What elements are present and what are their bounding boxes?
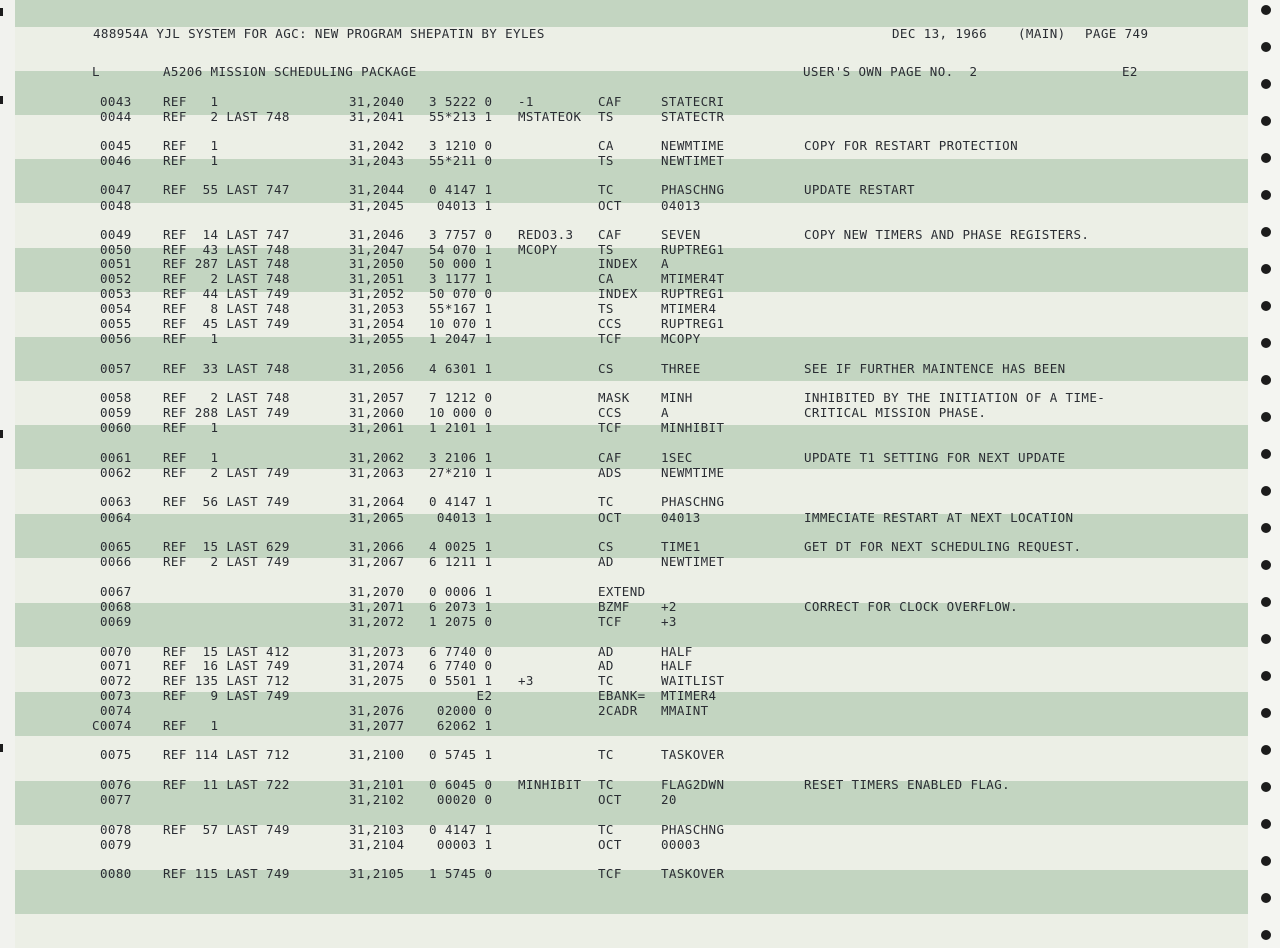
green-bar: [15, 603, 1248, 647]
operand: STATECRI: [661, 94, 725, 109]
line-number: 0077: [100, 792, 132, 807]
reference: REF 2 LAST 748: [163, 109, 290, 124]
octal-word: E2: [429, 688, 493, 703]
opcode: TCF: [598, 614, 622, 629]
octal-word: 3 5222 0: [429, 94, 493, 109]
line-number: 0074: [100, 703, 132, 718]
operand: TASKOVER: [661, 866, 725, 881]
opcode: TC: [598, 747, 614, 762]
octal-word: 10 000 0: [429, 405, 493, 420]
octal-word: 10 070 1: [429, 316, 493, 331]
opcode: TS: [598, 153, 614, 168]
line-number: 0045: [100, 138, 132, 153]
line-number: 0049: [100, 227, 132, 242]
octal-word: 6 2073 1: [429, 599, 493, 614]
line-number: 0047: [100, 182, 132, 197]
operand: HALF: [661, 644, 693, 659]
address: 31,2053: [349, 301, 405, 316]
sprocket-hole: [1261, 486, 1271, 496]
binding-mark: [0, 8, 3, 16]
address: 31,2102: [349, 792, 405, 807]
line-number: 0060: [100, 420, 132, 435]
line-number: 0053: [100, 286, 132, 301]
address: 31,2100: [349, 747, 405, 762]
line-number: 0068: [100, 599, 132, 614]
operand: MCOPY: [661, 331, 701, 346]
opcode: TCF: [598, 420, 622, 435]
reference: REF 45 LAST 749: [163, 316, 290, 331]
address: 31,2065: [349, 510, 405, 525]
reference: REF 11 LAST 722: [163, 777, 290, 792]
comment: GET DT FOR NEXT SCHEDULING REQUEST.: [804, 539, 1082, 554]
octal-word: 4 6301 1: [429, 361, 493, 376]
sprocket-hole: [1261, 116, 1271, 126]
octal-word: 0 4147 1: [429, 494, 493, 509]
comment: IMMECIATE RESTART AT NEXT LOCATION: [804, 510, 1074, 525]
users-page-number: USER'S OWN PAGE NO. 2: [803, 64, 978, 79]
opcode: AD: [598, 644, 614, 659]
address: 31,2061: [349, 420, 405, 435]
symbol-label: MCOPY: [518, 242, 558, 257]
opcode: TC: [598, 673, 614, 688]
address: 31,2043: [349, 153, 405, 168]
operand: NEWTIMET: [661, 153, 725, 168]
opcode: INDEX: [598, 286, 638, 301]
sprocket-hole: [1261, 856, 1271, 866]
octal-word: 0 5501 1: [429, 673, 493, 688]
octal-word: 7 1212 0: [429, 390, 493, 405]
reference: REF 135 LAST 712: [163, 673, 290, 688]
opcode: OCT: [598, 198, 622, 213]
operand: RUPTREG1: [661, 286, 725, 301]
sprocket-hole: [1261, 190, 1271, 200]
opcode: CA: [598, 271, 614, 286]
sprocket-hole: [1261, 634, 1271, 644]
octal-word: 02000 0: [429, 703, 493, 718]
sprocket-hole: [1261, 5, 1271, 15]
line-number: 0043: [100, 94, 132, 109]
opcode: OCT: [598, 837, 622, 852]
address: 31,2104: [349, 837, 405, 852]
opcode: TC: [598, 494, 614, 509]
octal-word: 0 0006 1: [429, 584, 493, 599]
octal-word: 00020 0: [429, 792, 493, 807]
reference: REF 2 LAST 749: [163, 465, 290, 480]
sprocket-hole: [1261, 301, 1271, 311]
reference: REF 1: [163, 94, 219, 109]
address: 31,2056: [349, 361, 405, 376]
octal-word: 55*213 1: [429, 109, 493, 124]
address: 31,2105: [349, 866, 405, 881]
octal-word: 4 0025 1: [429, 539, 493, 554]
address: 31,2077: [349, 718, 405, 733]
operand: WAITLIST: [661, 673, 725, 688]
address: 31,2051: [349, 271, 405, 286]
operand: PHASCHNG: [661, 494, 725, 509]
address: 31,2064: [349, 494, 405, 509]
opcode: TS: [598, 109, 614, 124]
operand: MTIMER4: [661, 301, 717, 316]
tractor-feed-strip: [1248, 0, 1280, 948]
octal-word: 00003 1: [429, 837, 493, 852]
octal-word: 1 2075 0: [429, 614, 493, 629]
line-number: 0059: [100, 405, 132, 420]
comment: INHIBITED BY THE INITIATION OF A TIME-: [804, 390, 1106, 405]
operand: SEVEN: [661, 227, 701, 242]
symbol-label: REDO3.3: [518, 227, 574, 242]
sprocket-hole: [1261, 523, 1271, 533]
print-date: DEC 13, 1966: [892, 26, 988, 41]
octal-word: 54 070 1: [429, 242, 493, 257]
opcode: INDEX: [598, 256, 638, 271]
address: 31,2076: [349, 703, 405, 718]
operand: MTIMER4T: [661, 271, 725, 286]
comment: CORRECT FOR CLOCK OVERFLOW.: [804, 599, 1018, 614]
opcode: CCS: [598, 316, 622, 331]
reference: REF 15 LAST 412: [163, 644, 290, 659]
reference: REF 55 LAST 747: [163, 182, 290, 197]
reference: REF 16 LAST 749: [163, 658, 290, 673]
octal-word: 0 4147 1: [429, 822, 493, 837]
address: 31,2071: [349, 599, 405, 614]
sprocket-hole: [1261, 819, 1271, 829]
line-number: 0058: [100, 390, 132, 405]
operand: THREE: [661, 361, 701, 376]
opcode: TCF: [598, 331, 622, 346]
line-number: 0063: [100, 494, 132, 509]
sprocket-hole: [1261, 412, 1271, 422]
octal-word: 0 6045 0: [429, 777, 493, 792]
symbol-label: +3: [518, 673, 534, 688]
opcode: TS: [598, 301, 614, 316]
sprocket-hole: [1261, 449, 1271, 459]
address: 31,2067: [349, 554, 405, 569]
operand: +2: [661, 599, 677, 614]
opcode: CAF: [598, 94, 622, 109]
operand: TIME1: [661, 539, 701, 554]
opcode: AD: [598, 658, 614, 673]
octal-word: 55*211 0: [429, 153, 493, 168]
reference: REF 15 LAST 629: [163, 539, 290, 554]
sprocket-hole: [1261, 264, 1271, 274]
log-mark: L: [92, 64, 100, 79]
sprocket-hole: [1261, 79, 1271, 89]
operand: RUPTREG1: [661, 316, 725, 331]
job-title: 488954A YJL SYSTEM FOR AGC: NEW PROGRAM SHEPATIN BY EYLES: [93, 26, 545, 41]
opcode: CAF: [598, 450, 622, 465]
octal-word: 3 1210 0: [429, 138, 493, 153]
opcode: OCT: [598, 792, 622, 807]
sprocket-hole: [1261, 708, 1271, 718]
operand: STATECTR: [661, 109, 725, 124]
reference: REF 1: [163, 331, 219, 346]
line-number: 0048: [100, 198, 132, 213]
operand: NEWMTIME: [661, 138, 725, 153]
reference: REF 2 LAST 749: [163, 554, 290, 569]
address: 31,2060: [349, 405, 405, 420]
sprocket-hole: [1261, 153, 1271, 163]
operand: PHASCHNG: [661, 822, 725, 837]
octal-word: 50 070 0: [429, 286, 493, 301]
reference: REF 43 LAST 748: [163, 242, 290, 257]
section-title: A5206 MISSION SCHEDULING PACKAGE: [163, 64, 417, 79]
reference: REF 1: [163, 718, 219, 733]
sprocket-hole: [1261, 782, 1271, 792]
octal-word: 62062 1: [429, 718, 493, 733]
opcode: CAF: [598, 227, 622, 242]
line-number: 0080: [100, 866, 132, 881]
line-number: 0055: [100, 316, 132, 331]
operand: A: [661, 405, 669, 420]
sprocket-hole: [1261, 893, 1271, 903]
address: 31,2075: [349, 673, 405, 688]
octal-word: 6 7740 0: [429, 658, 493, 673]
line-number: 0079: [100, 837, 132, 852]
binding-mark: [0, 744, 3, 752]
comment: COPY NEW TIMERS AND PHASE REGISTERS.: [804, 227, 1090, 242]
ebank-code: E2: [1122, 64, 1138, 79]
operand: TASKOVER: [661, 747, 725, 762]
line-number: C0074: [92, 718, 132, 733]
comment: COPY FOR RESTART PROTECTION: [804, 138, 1018, 153]
address: 31,2074: [349, 658, 405, 673]
operand: MMAINT: [661, 703, 709, 718]
address: 31,2103: [349, 822, 405, 837]
reference: REF 2 LAST 748: [163, 390, 290, 405]
binding-mark: [0, 430, 3, 438]
reference: REF 288 LAST 749: [163, 405, 290, 420]
sprocket-hole: [1261, 375, 1271, 385]
reference: REF 14 LAST 747: [163, 227, 290, 242]
octal-word: 27*210 1: [429, 465, 493, 480]
octal-word: 3 1177 1: [429, 271, 493, 286]
address: 31,2044: [349, 182, 405, 197]
operand: 20: [661, 792, 677, 807]
octal-word: 3 2106 1: [429, 450, 493, 465]
sprocket-hole: [1261, 338, 1271, 348]
sprocket-hole: [1261, 42, 1271, 52]
line-number: 0075: [100, 747, 132, 762]
opcode: MASK: [598, 390, 630, 405]
line-number: 0061: [100, 450, 132, 465]
reference: REF 8 LAST 748: [163, 301, 290, 316]
address: 31,2055: [349, 331, 405, 346]
operand: A: [661, 256, 669, 271]
line-number: 0076: [100, 777, 132, 792]
operand: MINH: [661, 390, 693, 405]
line-number: 0069: [100, 614, 132, 629]
line-number: 0064: [100, 510, 132, 525]
operand: NEWTIMET: [661, 554, 725, 569]
line-number: 0078: [100, 822, 132, 837]
line-number: 0071: [100, 658, 132, 673]
octal-word: 55*167 1: [429, 301, 493, 316]
paper-left-edge: [0, 0, 15, 948]
address: 31,2101: [349, 777, 405, 792]
address: 31,2070: [349, 584, 405, 599]
opcode: 2CADR: [598, 703, 638, 718]
reference: REF 56 LAST 749: [163, 494, 290, 509]
reference: REF 9 LAST 749: [163, 688, 290, 703]
reference: REF 115 LAST 749: [163, 866, 290, 881]
operand: NEWMTIME: [661, 465, 725, 480]
opcode: CA: [598, 138, 614, 153]
address: 31,2057: [349, 390, 405, 405]
page-number: PAGE 749: [1085, 26, 1149, 41]
line-number: 0052: [100, 271, 132, 286]
reference: REF 1: [163, 420, 219, 435]
reference: REF 57 LAST 749: [163, 822, 290, 837]
address: 31,2066: [349, 539, 405, 554]
sprocket-hole: [1261, 671, 1271, 681]
address: 31,2040: [349, 94, 405, 109]
line-number: 0070: [100, 644, 132, 659]
reference: REF 44 LAST 749: [163, 286, 290, 301]
address: 31,2063: [349, 465, 405, 480]
opcode: ADS: [598, 465, 622, 480]
opcode: BZMF: [598, 599, 630, 614]
sprocket-hole: [1261, 227, 1271, 237]
octal-word: 1 5745 0: [429, 866, 493, 881]
octal-word: 3 7757 0: [429, 227, 493, 242]
opcode: EXTEND: [598, 584, 646, 599]
address: 31,2042: [349, 138, 405, 153]
address: 31,2050: [349, 256, 405, 271]
symbol-label: MSTATEOK: [518, 109, 582, 124]
reference: REF 114 LAST 712: [163, 747, 290, 762]
opcode: CS: [598, 361, 614, 376]
symbol-label: -1: [518, 94, 534, 109]
line-number: 0056: [100, 331, 132, 346]
sprocket-hole: [1261, 560, 1271, 570]
sprocket-hole: [1261, 930, 1271, 940]
comment: SEE IF FURTHER MAINTENCE HAS BEEN: [804, 361, 1066, 376]
line-number: 0066: [100, 554, 132, 569]
opcode: CCS: [598, 405, 622, 420]
octal-word: 1 2101 1: [429, 420, 493, 435]
octal-word: 04013 1: [429, 198, 493, 213]
octal-word: 6 1211 1: [429, 554, 493, 569]
line-number: 0057: [100, 361, 132, 376]
comment: UPDATE T1 SETTING FOR NEXT UPDATE: [804, 450, 1066, 465]
address: 31,2047: [349, 242, 405, 257]
opcode: AD: [598, 554, 614, 569]
octal-word: 0 5745 1: [429, 747, 493, 762]
octal-word: 6 7740 0: [429, 644, 493, 659]
operand: MINHIBIT: [661, 420, 725, 435]
reference: REF 287 LAST 748: [163, 256, 290, 271]
octal-word: 50 000 1: [429, 256, 493, 271]
operand: PHASCHNG: [661, 182, 725, 197]
main-tag: (MAIN): [1018, 26, 1066, 41]
operand: 00003: [661, 837, 701, 852]
address: 31,2062: [349, 450, 405, 465]
octal-word: 1 2047 1: [429, 331, 493, 346]
operand: HALF: [661, 658, 693, 673]
line-number: 0065: [100, 539, 132, 554]
symbol-label: MINHIBIT: [518, 777, 582, 792]
line-number: 0044: [100, 109, 132, 124]
reference: REF 1: [163, 138, 219, 153]
opcode: TC: [598, 777, 614, 792]
comment: RESET TIMERS ENABLED FLAG.: [804, 777, 1011, 792]
binding-mark: [0, 96, 3, 104]
line-number: 0067: [100, 584, 132, 599]
opcode: TC: [598, 822, 614, 837]
comment: UPDATE RESTART: [804, 182, 915, 197]
address: 31,2046: [349, 227, 405, 242]
address: 31,2045: [349, 198, 405, 213]
opcode: EBANK=: [598, 688, 646, 703]
operand: 04013: [661, 198, 701, 213]
octal-word: 04013 1: [429, 510, 493, 525]
sprocket-hole: [1261, 597, 1271, 607]
line-number: 0054: [100, 301, 132, 316]
opcode: TS: [598, 242, 614, 257]
opcode: TC: [598, 182, 614, 197]
line-number: 0062: [100, 465, 132, 480]
line-number: 0050: [100, 242, 132, 257]
opcode: OCT: [598, 510, 622, 525]
operand: FLAG2DWN: [661, 777, 725, 792]
operand: 1SEC: [661, 450, 693, 465]
line-number: 0072: [100, 673, 132, 688]
address: 31,2052: [349, 286, 405, 301]
line-number: 0046: [100, 153, 132, 168]
address: 31,2041: [349, 109, 405, 124]
reference: REF 33 LAST 748: [163, 361, 290, 376]
octal-word: 0 4147 1: [429, 182, 493, 197]
reference: REF 2 LAST 748: [163, 271, 290, 286]
comment: CRITICAL MISSION PHASE.: [804, 405, 987, 420]
opcode: TCF: [598, 866, 622, 881]
reference: REF 1: [163, 153, 219, 168]
operand: MTIMER4: [661, 688, 717, 703]
opcode: CS: [598, 539, 614, 554]
header-band: [15, 0, 1248, 27]
operand: 04013: [661, 510, 701, 525]
line-number: 0051: [100, 256, 132, 271]
operand: +3: [661, 614, 677, 629]
address: 31,2073: [349, 644, 405, 659]
address: 31,2072: [349, 614, 405, 629]
sprocket-hole: [1261, 745, 1271, 755]
reference: REF 1: [163, 450, 219, 465]
address: 31,2054: [349, 316, 405, 331]
line-number: 0073: [100, 688, 132, 703]
operand: RUPTREG1: [661, 242, 725, 257]
